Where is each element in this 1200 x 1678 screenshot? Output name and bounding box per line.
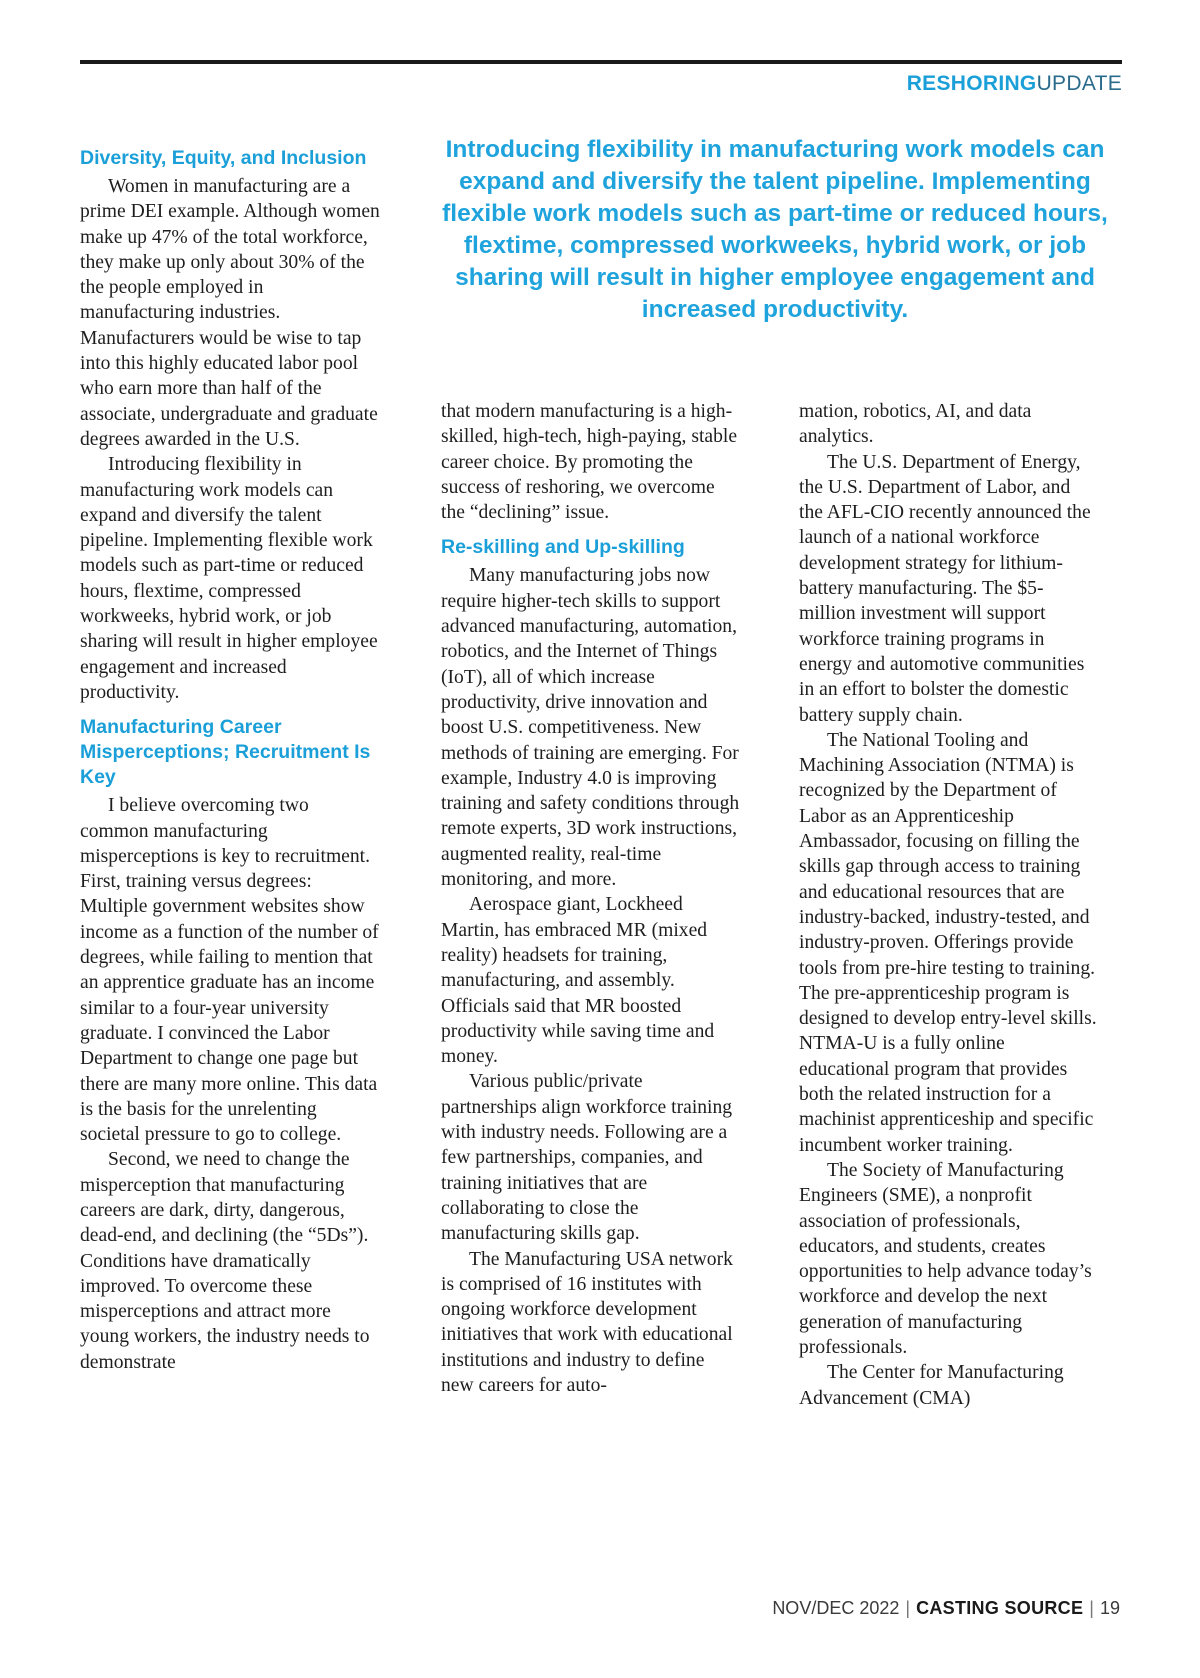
top-rule (80, 60, 1122, 64)
footer-separator: | (905, 1598, 911, 1618)
paragraph: The U.S. Department of Energy, the U.S. Department of Labor, and the AFL-CIO recently announced the launch of a national workforce development strategy for lithium-battery manufacturing. The $5-million investment will support workforce training programs in energy and automotive communities in an effort to bolster the domestic battery supply chain. (799, 451, 1091, 726)
section-header-bold: RESHORING (906, 72, 1037, 95)
column-2 (441, 399, 741, 1398)
page-footer (772, 1598, 1120, 1619)
section-header (907, 72, 1122, 96)
paragraph: Many manufacturing jobs now require higher-tech skills to support advanced manufacturing, automation, robotics, and the Internet of Things (IoT), all of which increase productivity, drive innovation and boost U.S. competitiveness. New methods of training are emerging. For example, Industry 4.0 is improving training and safety conditions through remote experts, 3D work instructions, augmented reality, real-time monitoring, and more. (441, 565, 740, 891)
heading-career-misperceptions: Manufacturing Career Misperceptions; Recruitment Is Key (80, 716, 371, 789)
column-3 (799, 399, 1099, 1411)
paragraph: I believe overcoming two common manufacturing misperceptions is key to recruitment. First, training versus degrees: Multiple government websites show income as a function of the number of degrees, while failing to mention that an apprentice graduate has an income similar to a four-year university graduate. I convinced the Labor Department to change one page but there are many more online. This data is the basis for the unrelenting societal pressure to go to college. (80, 795, 379, 1146)
paragraph: The Center for Manufacturing Advancement (CMA) (799, 1362, 1064, 1409)
page-number: 19 (1099, 1598, 1120, 1618)
paragraph: Second, we need to change the misperception that manufacturing careers are dark, dirty, dangerous, dead-end, and declining (the “5Ds”). Conditions have dramatically improved. To overcome these misperceptions and attract more young workers, the industry needs to demonstrate (80, 1149, 370, 1373)
paragraph: The National Tooling and Machining Association (NTMA) is recognized by the Department of Labor as an Apprenticeship Ambassador, focusing on filling the skills gap through access to training and educational resources that are industry-backed, industry-tested, and industry-proven. Offerings provide tools from pre-hire testing to training. The pre-apprenticeship program is designed to develop entry-level skills. NTMA-U is a fully online educational program that provides both the related instruction for a machinist apprenticeship and specific incumbent worker training. (799, 729, 1097, 1156)
heading-dei: Diversity, Equity, and Inclusion (80, 147, 367, 169)
paragraph: Introducing flexibility in manufacturing work models can expand and diversify the talent pipeline. Implementing flexible work models such as part-time or reduced hours, flextime, compressed workweeks, hybrid work, or job sharing will result in higher employee engagement and increased productivity. (80, 454, 378, 703)
paragraph: Women in manufacturing are a prime DEI example. Although women make up 47% of the total workforce, they make up only about 30% of the the people employed in manufacturing industries. Manufacturers would be wise to tap into this highly educated labor pool who earn more than half of the associate, undergraduate and graduate degrees awarded in the U.S. (80, 176, 380, 450)
paragraph: that modern manufacturing is a high-skilled, high-tech, high-paying, stable career choice. By promoting the success of reshoring, we overcome the “declining” issue. (441, 401, 738, 524)
magazine-name: CASTING SOURCE (916, 1598, 1084, 1618)
footer-separator: | (1089, 1598, 1094, 1618)
column-1 (80, 146, 380, 1375)
paragraph: Various public/private partnerships align workforce training with industry needs. Following are a few partnerships, companies, and training initiatives that are collaborating to close the manufacturing skills gap. (441, 1071, 733, 1245)
paragraph: mation, robotics, AI, and data analytics. (799, 401, 1032, 448)
section-header-light: UPDATE (1036, 72, 1122, 95)
paragraph: The Manufacturing USA network is comprised of 16 institutes with ongoing workforce development initiatives that work with educational institutions and industry to define new careers for auto- (441, 1248, 733, 1396)
pull-quote: Introducing flexibility in manufacturing work models can expand and diversify the talent pipeline. Implementing flexible work models such as part-time or reduced hours, flextime, compressed workweeks, hybrid work, or job sharing will result in higher employee engagement and increased productivity. (442, 136, 1108, 323)
heading-reskilling: Re-skilling and Up-skilling (441, 536, 685, 559)
paragraph: Aerospace giant, Lockheed Martin, has embraced MR (mixed reality) headsets for training, manufacturing, and assembly. Officials said that MR boosted productivity while saving time and money. (441, 894, 715, 1068)
issue-date: NOV/DEC 2022 (772, 1598, 900, 1618)
paragraph: The Society of Manufacturing Engineers (SME), a nonprofit association of professionals, educators, and students, creates opportunities to help advance today’s workforce and develop the next generation of manufacturing professionals. (799, 1159, 1092, 1358)
